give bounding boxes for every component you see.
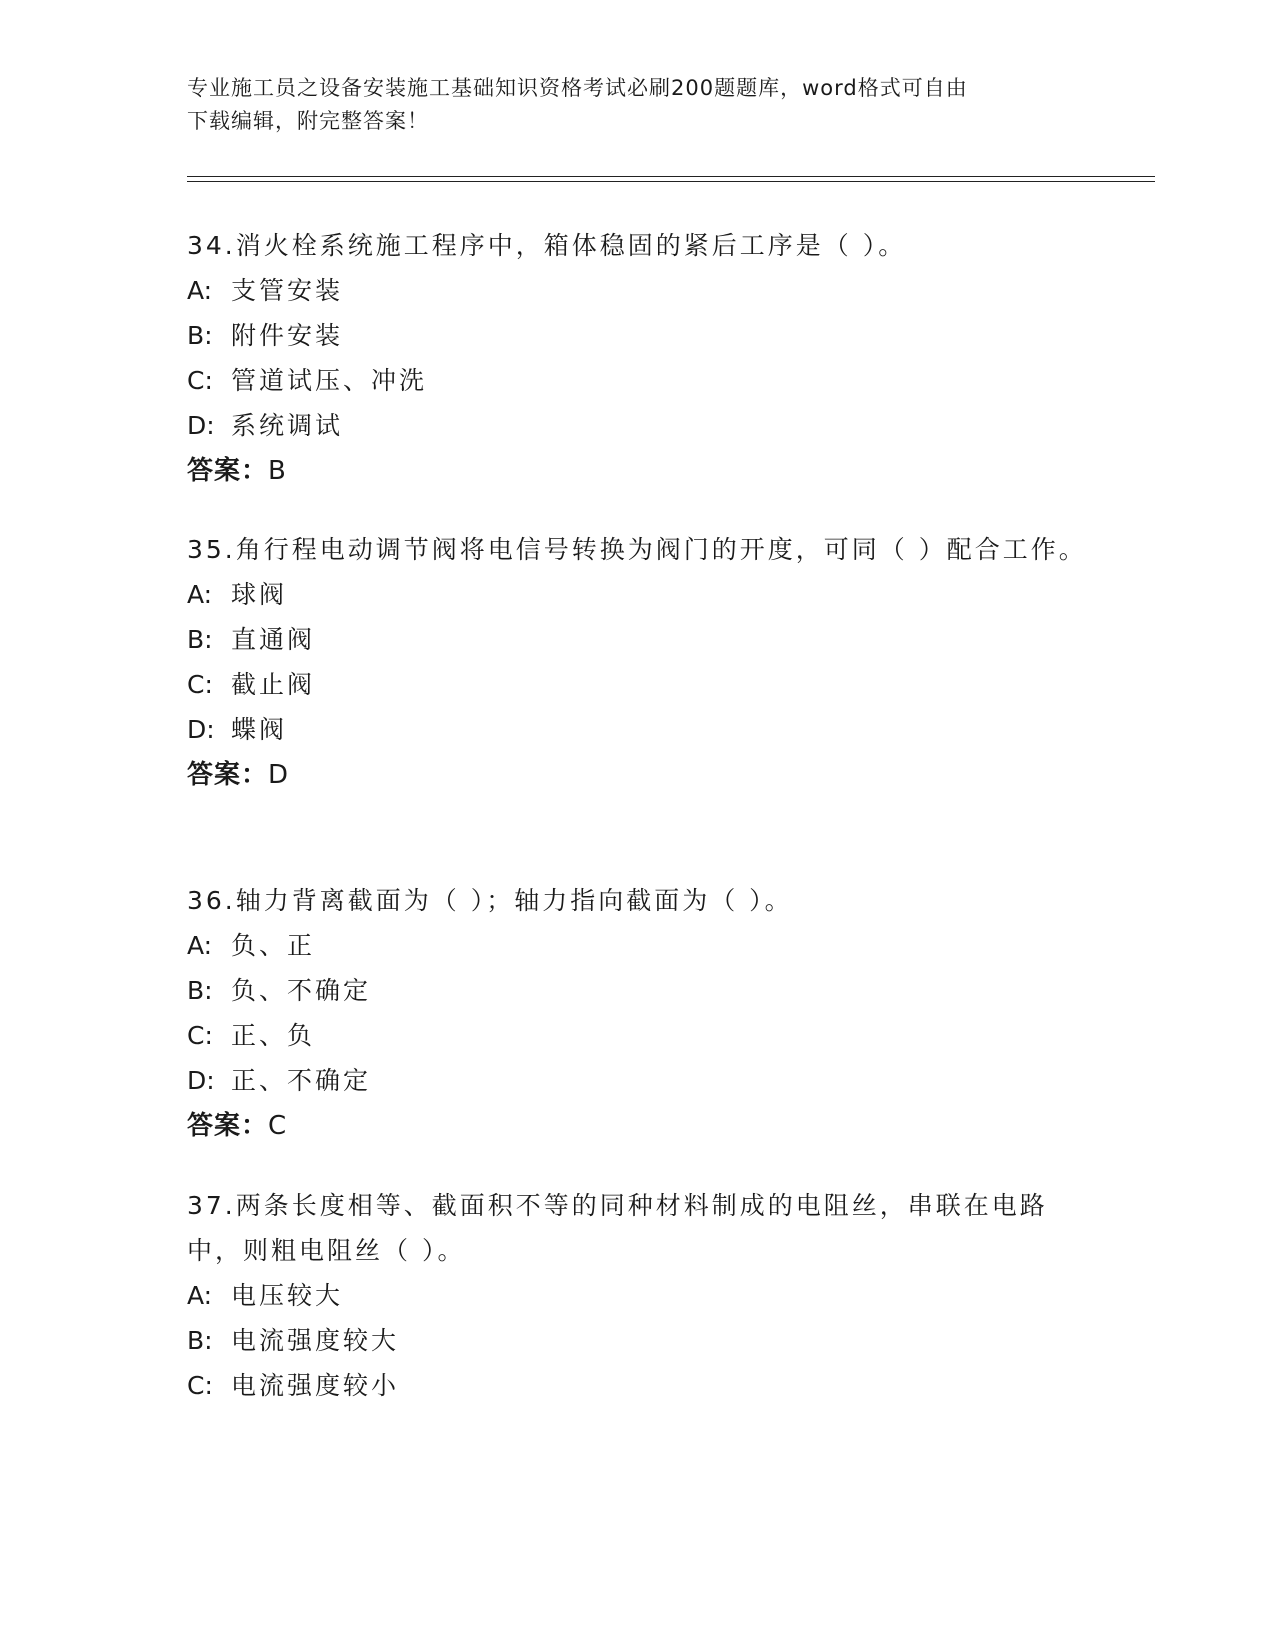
option-text: 管道试压、冲洗: [231, 366, 428, 395]
question-37: [187, 1183, 1087, 1408]
option-text: 电压较大: [231, 1281, 344, 1310]
option-letter: B:: [187, 321, 213, 350]
option-text: 截止阀: [231, 670, 316, 699]
question-35: [187, 527, 1087, 798]
option-a: [187, 268, 1087, 313]
option-text: 球阀: [231, 580, 288, 609]
option-text: 负、不确定: [231, 976, 372, 1005]
option-d: [187, 707, 1087, 752]
header-divider-top: [187, 176, 1155, 177]
answer-label: 答案：: [187, 760, 269, 790]
option-b: [187, 1318, 1087, 1363]
question-stem: 36.轴力背离截面为（ ）；轴力指向截面为（ ）。: [187, 886, 793, 915]
option-text: 系统调试: [231, 411, 344, 440]
option-a: [187, 1273, 1087, 1318]
answer-line: [187, 752, 1087, 798]
option-letter: C:: [187, 1021, 213, 1050]
option-d: [187, 1058, 1087, 1103]
header-title-line-2: 下载编辑，附完整答案！: [187, 109, 429, 133]
answer-label: 答案：: [187, 456, 269, 486]
question-34: [187, 223, 1087, 494]
option-text: 附件安装: [231, 321, 344, 350]
option-letter: D:: [187, 715, 215, 744]
option-letter: D:: [187, 411, 215, 440]
option-text: 支管安装: [231, 276, 344, 305]
option-letter: D:: [187, 1066, 215, 1095]
option-text: 电流强度较小: [231, 1371, 400, 1400]
option-a: [187, 923, 1087, 968]
option-c: [187, 662, 1087, 707]
option-b: [187, 313, 1087, 358]
answer-value: C: [268, 1111, 288, 1141]
question-stem: 37.两条长度相等、截面积不等的同种材料制成的电阻丝，串联在电路中，则粗电阻丝（ ）。: [187, 1191, 1048, 1265]
answer-line: [187, 1103, 1087, 1149]
option-letter: C:: [187, 366, 213, 395]
option-c: [187, 1013, 1087, 1058]
option-letter: A:: [187, 1281, 213, 1310]
option-letter: C:: [187, 670, 213, 699]
option-letter: A:: [187, 931, 213, 960]
header-divider-bottom: [187, 181, 1155, 182]
option-text: 正、不确定: [231, 1066, 372, 1095]
option-letter: B:: [187, 625, 213, 654]
option-letter: C:: [187, 1371, 213, 1400]
option-letter: A:: [187, 580, 213, 609]
option-c: [187, 358, 1087, 403]
option-letter: B:: [187, 976, 213, 1005]
option-d: [187, 403, 1087, 448]
option-text: 直通阀: [231, 625, 316, 654]
document-header: [187, 72, 1067, 138]
option-letter: A:: [187, 276, 213, 305]
option-b: [187, 617, 1087, 662]
option-text: 电流强度较大: [231, 1326, 400, 1355]
option-text: 负、正: [231, 931, 316, 960]
answer-value: B: [268, 456, 287, 486]
answer-label: 答案：: [187, 1111, 269, 1141]
answer-line: [187, 448, 1087, 494]
option-text: 正、负: [231, 1021, 316, 1050]
option-a: [187, 572, 1087, 617]
answer-value: D: [268, 760, 290, 790]
option-b: [187, 968, 1087, 1013]
header-title-line-1: 专业施工员之设备安装施工基础知识资格考试必刷200题题库，word格式可自由: [187, 76, 968, 100]
question-36: [187, 878, 1087, 1149]
option-c: [187, 1363, 1087, 1408]
option-text: 蝶阀: [231, 715, 288, 744]
option-letter: B:: [187, 1326, 213, 1355]
question-stem: 34.消火栓系统施工程序中，箱体稳固的紧后工序是（ ）。: [187, 231, 907, 260]
question-stem: 35.角行程电动调节阀将电信号转换为阀门的开度，可同（ ）配合工作。: [187, 535, 1087, 564]
